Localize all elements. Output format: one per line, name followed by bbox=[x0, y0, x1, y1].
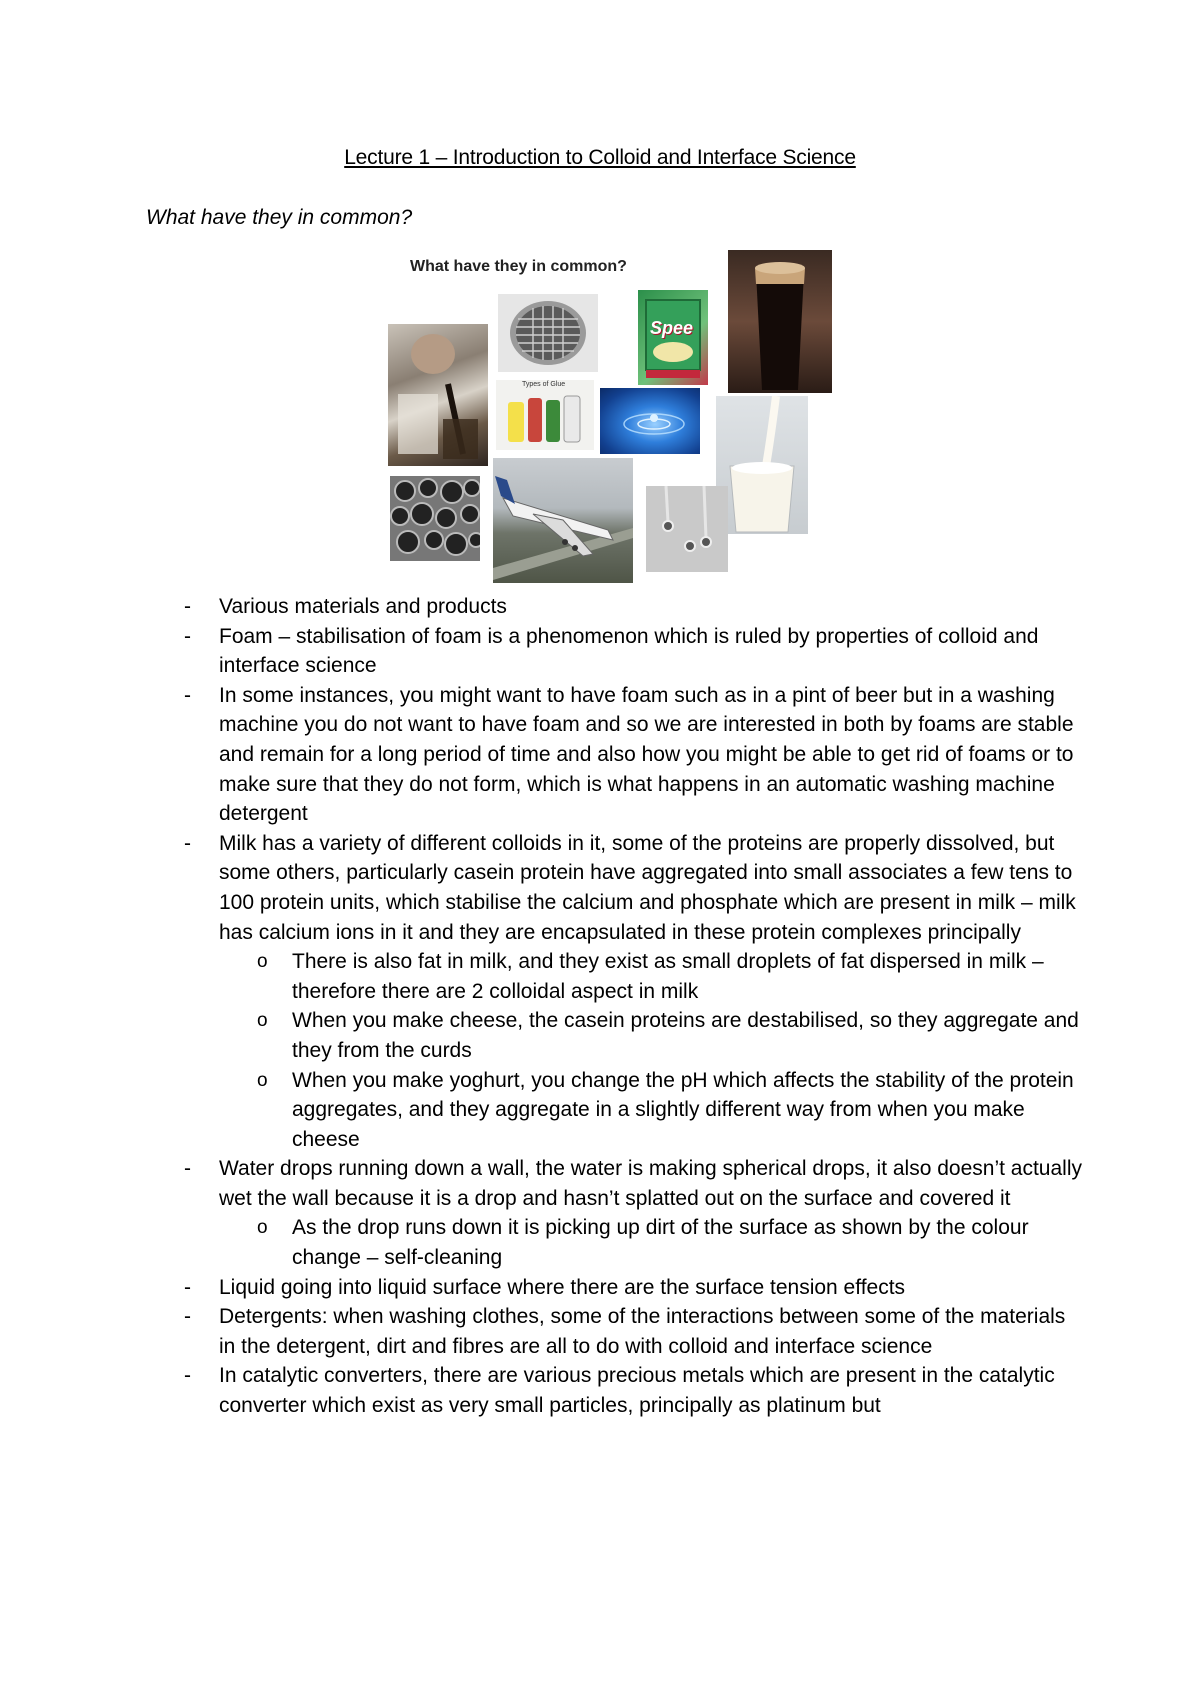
spee-logo-text: Spee bbox=[650, 318, 694, 338]
list-item: - Various materials and products bbox=[182, 592, 1082, 622]
water-drop-photo bbox=[600, 388, 700, 454]
list-item: - Foam – stabilisation of foam is a phenomenon which is ruled by properties of colloid and interface science bbox=[182, 622, 1082, 681]
list-item: - Detergents: when washing clothes, some of the interactions between some of the materials in the detergent, dirt and fibres are all to do with colloid and interface science bbox=[182, 1302, 1082, 1361]
list-item: - Liquid going into liquid surface where there are the surface tension effects bbox=[182, 1273, 1082, 1303]
glue-photo-label: Types of Glue bbox=[522, 381, 566, 388]
catalytic-converter-photo bbox=[498, 294, 598, 372]
scientist-pouring-photo bbox=[388, 324, 488, 466]
collage-caption: What have they in common? bbox=[410, 258, 627, 275]
spee-detergent-photo bbox=[638, 290, 708, 385]
sub-list-item: o When you make yoghurt, you change the pH which affects the stability of the protein aggregates, and they aggregate in a slightly different way from when you make cheese bbox=[219, 1066, 1082, 1155]
sub-list-item: o As the drop runs down it is picking up dirt of the surface as shown by the colour change – self-cleaning bbox=[219, 1213, 1082, 1272]
list-item: - In some instances, you might want to have foam such as in a pint of beer but in a washing machine you do not want to have foam and so we are interested in both by foams are stable and remain for a long period of time and also how you might be able to get rid of foams or to make sure that they do not form, which is what happens in an automatic washing machine detergent bbox=[182, 681, 1082, 829]
airplane-photo bbox=[493, 458, 633, 583]
sub-list bbox=[219, 1213, 1082, 1272]
pint-of-beer-photo bbox=[728, 250, 832, 393]
sub-list-item: o When you make cheese, the casein proteins are destabilised, so they aggregate and they from the curds bbox=[219, 1006, 1082, 1065]
sub-list bbox=[219, 947, 1082, 1154]
list-item: - Water drops running down a wall, the water is making spherical drops, it also doesn’t actually wet the wall because it is a drop and hasn’t splatted out on the surface and covered it o As the drop runs down it is picking up dirt of the surface as shown by the colour change – self-cleaning bbox=[182, 1154, 1082, 1272]
bullet-list bbox=[182, 592, 1082, 1421]
page-title: Lecture 1 – Introduction to Colloid and Interface Science bbox=[344, 146, 856, 169]
foam-structure-photo bbox=[390, 476, 480, 561]
water-drops-on-wall-photo bbox=[646, 486, 728, 572]
section-heading: What have they in common? bbox=[146, 206, 413, 229]
sub-list-item: o There is also fat in milk, and they exist as small droplets of fat dispersed in milk – therefore there are 2 colloidal aspect in milk bbox=[219, 947, 1082, 1006]
milk-pour-photo bbox=[716, 396, 808, 534]
glue-bottles-photo bbox=[496, 380, 594, 450]
list-item: - Milk has a variety of different colloids in it, some of the proteins are properly dissolved, but some others, particularly casein protein have aggregated into small associates a few tens to 100 protein units, which stabilise the calcium and phosphate which are present in milk – milk has calcium ions in it and they are encapsulated in these protein complexes principally o There is also fat in milk, and they exist as small droplets of fat dispersed in milk – therefore there are 2 colloidal aspect in milk o When you make cheese, the casein proteins are destabilised, so they aggregate and they from the curds o When you make yoghurt, you change the pH which affects the stability of the protein aggregates, and they aggregate in a slightly different way from when you make cheese bbox=[182, 829, 1082, 1155]
list-item: - In catalytic converters, there are various precious metals which are present in the catalytic converter which exist as very small particles, principally as platinum but bbox=[182, 1361, 1082, 1420]
photo-collage bbox=[388, 250, 848, 585]
